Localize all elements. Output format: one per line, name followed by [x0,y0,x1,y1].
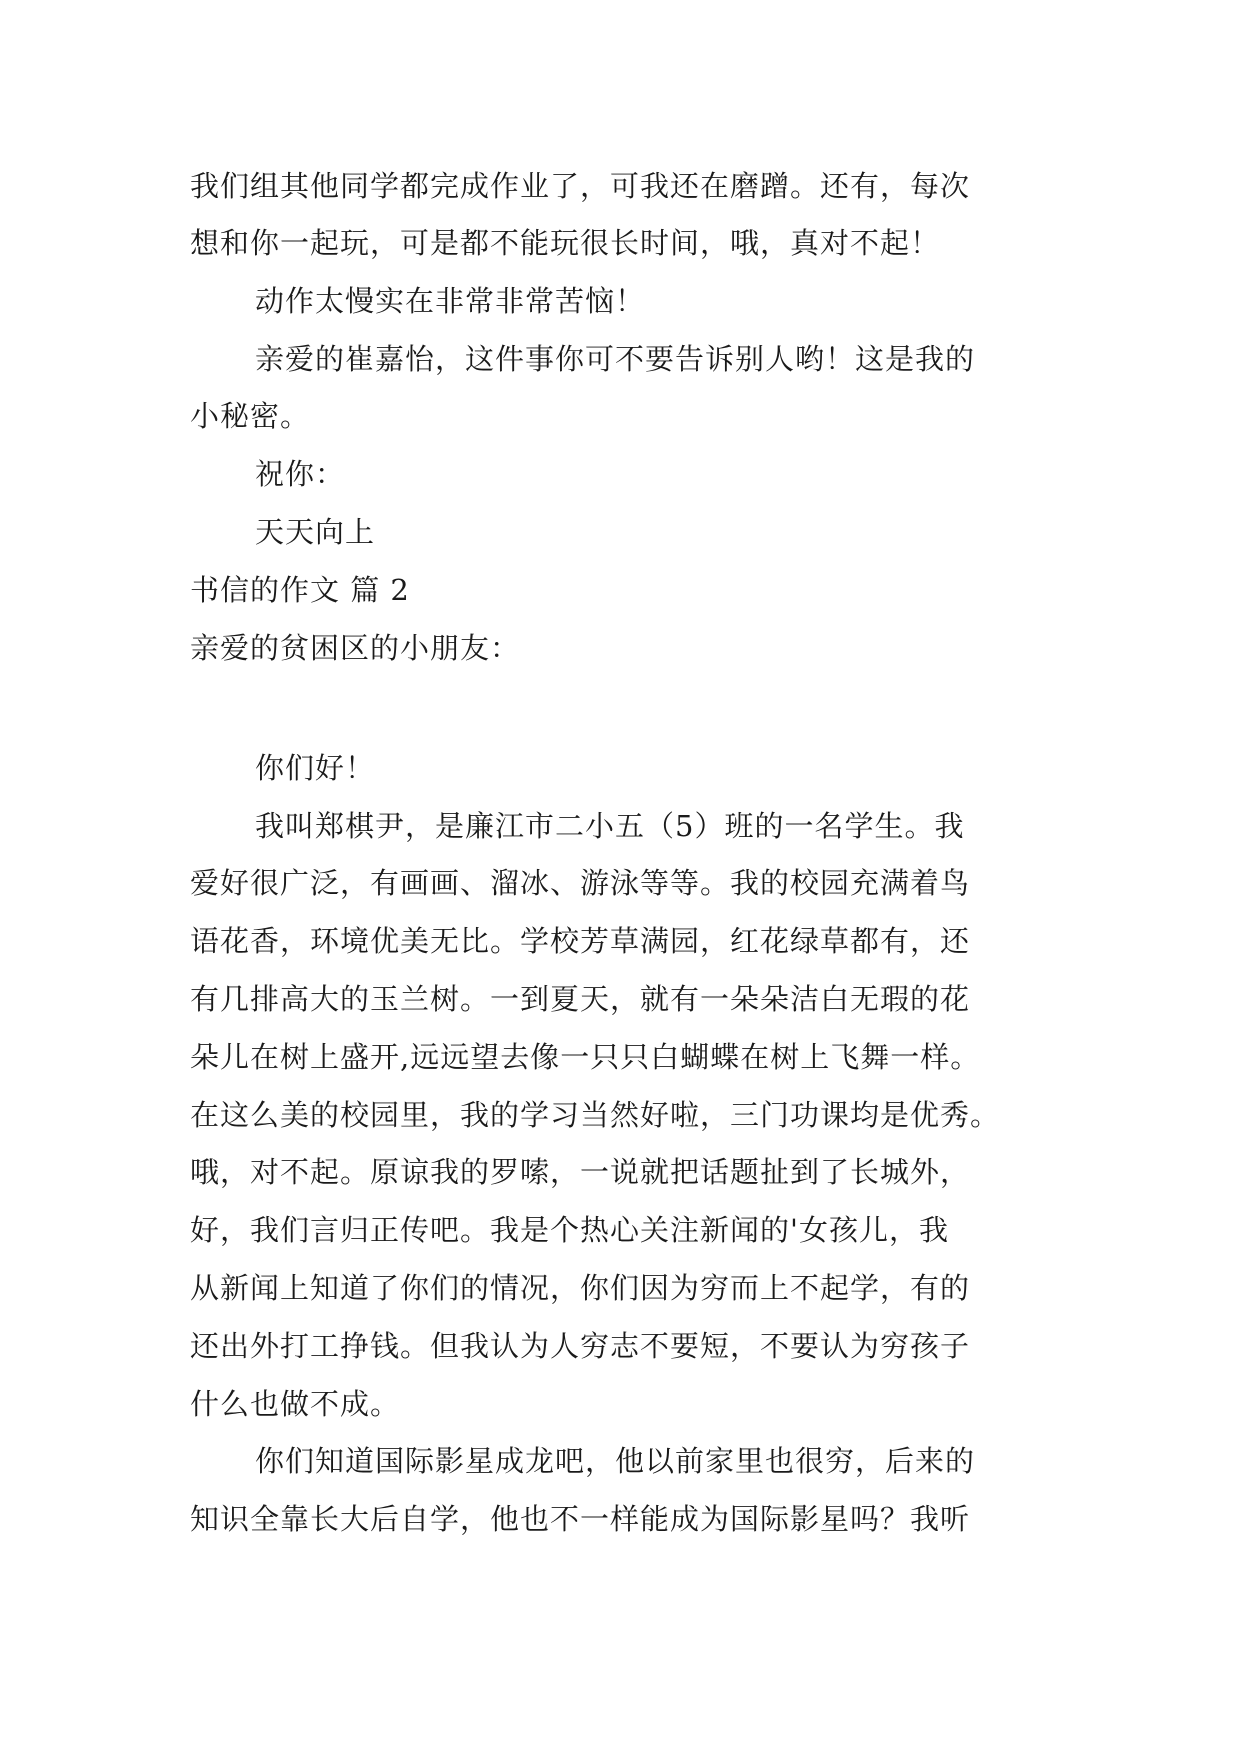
text-line: 语花香，环境优美无比。学校芳草满园，红花绿草都有，还 [190,924,971,958]
text-line: 你们好！ [255,751,376,785]
text-line: 我们组其他同学都完成作业了，可我还在磨蹭。还有，每次 [190,169,971,203]
text-line: 哦，对不起。原谅我的罗嗦，一说就把话题扯到了长城外， [190,1155,971,1189]
text-line: 想和你一起玩，可是都不能玩很长时间，哦，真对不起！ [190,226,941,260]
text-line: 有几排高大的玉兰树。一到夏天，就有一朵朵洁白无瑕的花 [190,982,971,1016]
text-line: 朵儿在树上盛开,远远望去像一只只白蝴蝶在树上飞舞一样。 [190,1040,981,1074]
text-line: 好，我们言归正传吧。我是个热心关注新闻的'女孩儿，我 [190,1213,949,1247]
text-line: 爱好很广泛，有画画、溜冰、游泳等等。我的校园充满着鸟 [190,866,971,900]
text-line: 祝你： [255,457,346,491]
text-line: 我叫郑棋尹，是廉江市二小五（5）班的一名学生。我 [255,809,965,843]
text-line: 在这么美的校园里，我的学习当然好啦，三门功课均是优秀。 [190,1098,1001,1132]
text-line: 从新闻上知道了你们的情况，你们因为穷而上不起学，有的 [190,1271,971,1305]
text-line: 你们知道国际影星成龙吧，他以前家里也很穷，后来的 [255,1444,976,1478]
text-line: 还出外打工挣钱。但我认为人穷志不要短，不要认为穷孩子 [190,1329,971,1363]
text-line: 天天向上 [255,515,376,549]
text-line: 动作太慢实在非常非常苦恼！ [255,284,646,318]
text-line: 小秘密。 [190,399,311,433]
text-line: 亲爱的崔嘉怡，这件事你可不要告诉别人哟！这是我的 [255,342,976,376]
text-line: 什么也做不成。 [190,1387,401,1421]
salutation: 亲爱的贫困区的小朋友： [190,631,521,665]
section-heading: 书信的作文 篇 2 [190,573,410,607]
text-line: 知识全靠长大后自学，他也不一样能成为国际影星吗？我听 [190,1502,971,1536]
